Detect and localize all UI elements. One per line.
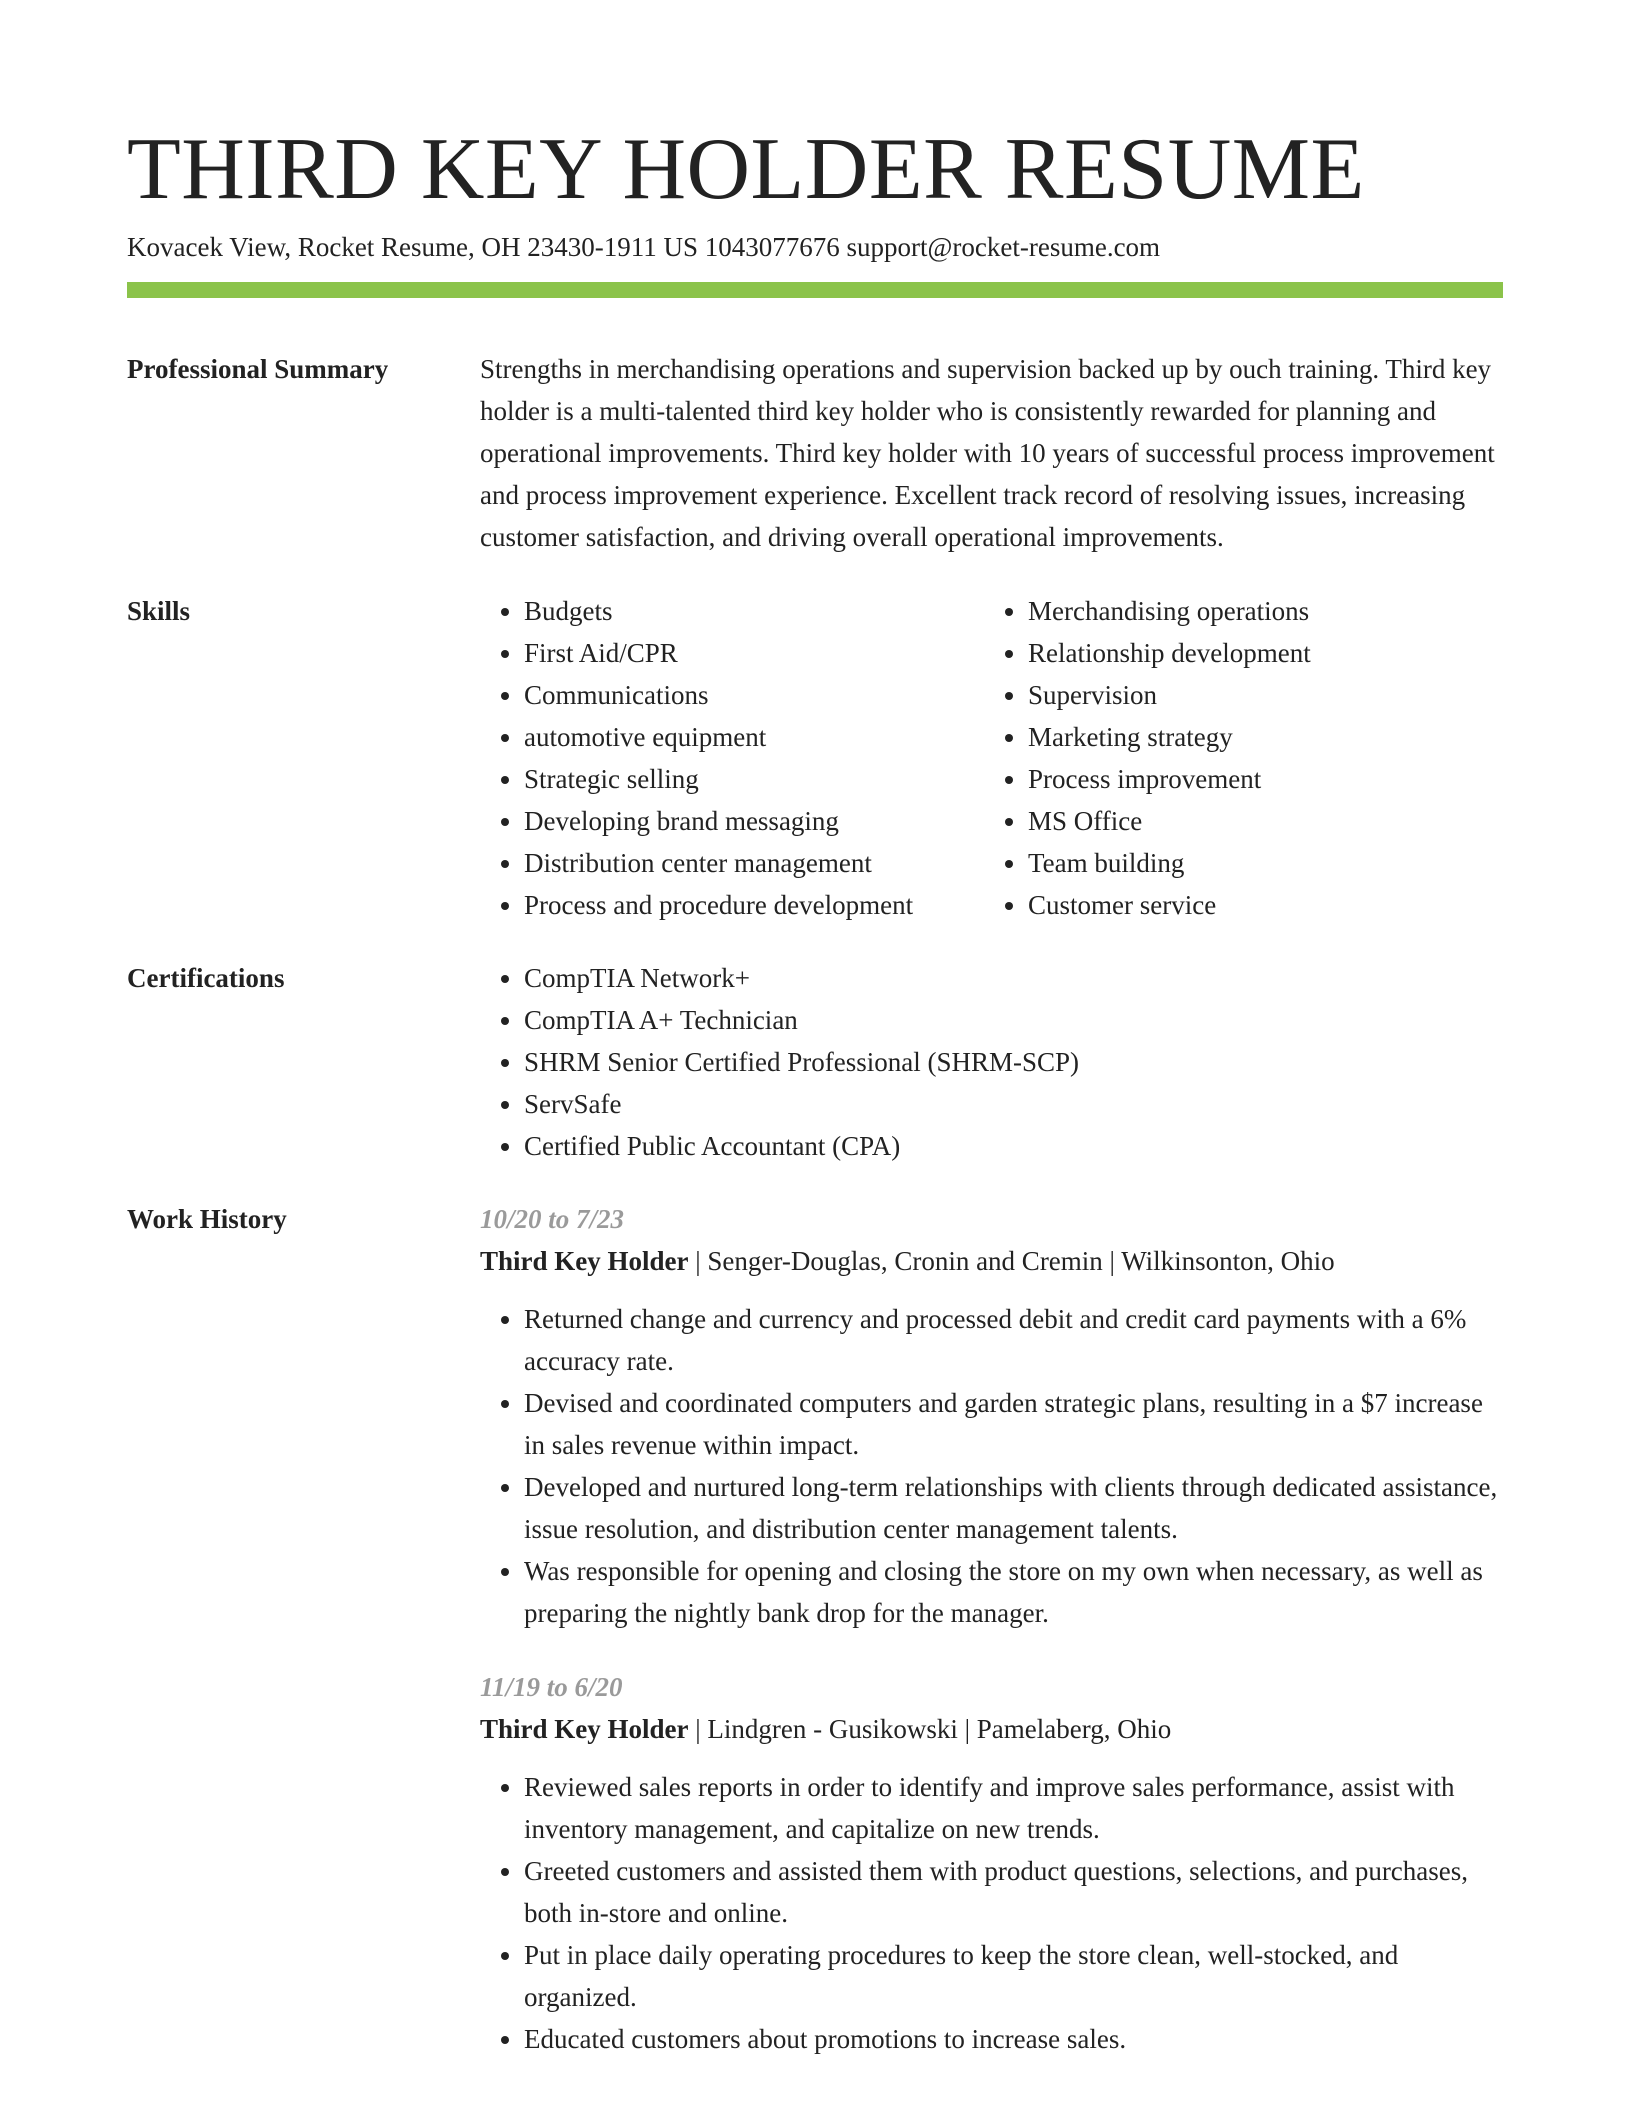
job-bullet: • Educated customers about promotions to increase sales. (524, 2018, 1503, 2060)
job-employer-location: | Senger-Douglas, Cronin and Cremin | Wilkinsonton, Ohio (688, 1246, 1335, 1276)
section-label-skills: Skills (127, 596, 191, 626)
job-dates: 11/19 to 6/20 (480, 1672, 623, 1702)
section-label-work-history: Work History (127, 1204, 287, 1234)
job-bullet: • Developed and nurtured long-term relationships with clients through dedicated assistance, issue resolution, and distribution center management talents. (524, 1466, 1503, 1550)
certification-item: • Certified Public Accountant (CPA) (524, 1125, 1503, 1167)
job-heading (480, 1240, 1503, 1282)
job-bullet: • Greeted customers and assisted them with product questions, selections, and purchases, both in-store and online. (524, 1850, 1503, 1934)
skill-item: • Customer service (1028, 884, 1311, 926)
skill-item: • Team building (1028, 842, 1311, 884)
certification-item: • ServSafe (524, 1083, 1503, 1125)
resume-title: THIRD KEY HOLDER RESUME (127, 121, 1365, 218)
skill-item: • Strategic selling (524, 758, 984, 800)
skills-section (127, 590, 1503, 926)
job-title: Third Key Holder (480, 1714, 689, 1744)
skill-item: • automotive equipment (524, 716, 984, 758)
job-title: Third Key Holder (480, 1246, 689, 1276)
certification-item: • CompTIA A+ Technician (524, 999, 1503, 1041)
work-history-section (127, 1198, 1503, 2060)
certification-item: • CompTIA Network+ (524, 957, 1503, 999)
contact-line: Kovacek View, Rocket Resume, OH 23430-1911 US 1043077676 support@rocket-resume.com (127, 232, 1161, 262)
skill-item: • Relationship development (1028, 632, 1311, 674)
job-bullet: • Put in place daily operating procedures to keep the store clean, well-stocked, and organized. (524, 1934, 1503, 2018)
job-employer-location: | Lindgren - Gusikowski | Pamelaberg, Ohio (688, 1714, 1172, 1744)
skill-item: • Distribution center management (524, 842, 984, 884)
section-label-certifications: Certifications (127, 963, 285, 993)
skill-item: • Merchandising operations (1028, 590, 1311, 632)
certifications-list (480, 957, 1503, 1167)
accent-divider (127, 282, 1503, 298)
job-entry (480, 1198, 1503, 1634)
job-bullets (480, 1766, 1503, 2060)
job-bullet: • Was responsible for opening and closing the store on my own when necessary, as well as preparing the nightly bank drop for the manager. (524, 1550, 1503, 1634)
section-label-summary: Professional Summary (127, 354, 389, 384)
skill-item: • Marketing strategy (1028, 716, 1311, 758)
job-dates: 10/20 to 7/23 (480, 1204, 625, 1234)
job-heading (480, 1708, 1503, 1750)
resume-page (127, 120, 1503, 2060)
skill-item: • Supervision (1028, 674, 1311, 716)
job-bullets (480, 1298, 1503, 1634)
skill-item: • MS Office (1028, 800, 1311, 842)
job-bullet: • Reviewed sales reports in order to identify and improve sales performance, assist with inventory management, and capitalize on new trends. (524, 1766, 1503, 1850)
certifications-section (127, 957, 1503, 1167)
certification-item: • SHRM Senior Certified Professional (SHRM-SCP) (524, 1041, 1503, 1083)
skills-list-right (984, 590, 1311, 926)
summary-text: Strengths in merchandising operations and supervision backed up by ouch training. Third key holder is a multi-talented third key holder who is consistently rewarded for planning and operational improvements. Third key holder with 10 years of successful process improvement and process improvement experience. Excellent track record of resolving issues, increasing customer satisfaction, and driving overall operational improvements. (480, 354, 1495, 552)
skills-list-left (480, 590, 984, 926)
skill-item: • First Aid/CPR (524, 632, 984, 674)
summary-section (127, 348, 1503, 558)
skill-item: • Budgets (524, 590, 984, 632)
skill-item: • Communications (524, 674, 984, 716)
job-bullet: • Returned change and currency and processed debit and credit card payments with a 6% accuracy rate. (524, 1298, 1503, 1382)
skill-item: • Process improvement (1028, 758, 1311, 800)
skill-item: • Developing brand messaging (524, 800, 984, 842)
skill-item: • Process and procedure development (524, 884, 984, 926)
job-entry (480, 1666, 1503, 2060)
job-bullet: • Devised and coordinated computers and garden strategic plans, resulting in a $7 increase in sales revenue within impact. (524, 1382, 1503, 1466)
